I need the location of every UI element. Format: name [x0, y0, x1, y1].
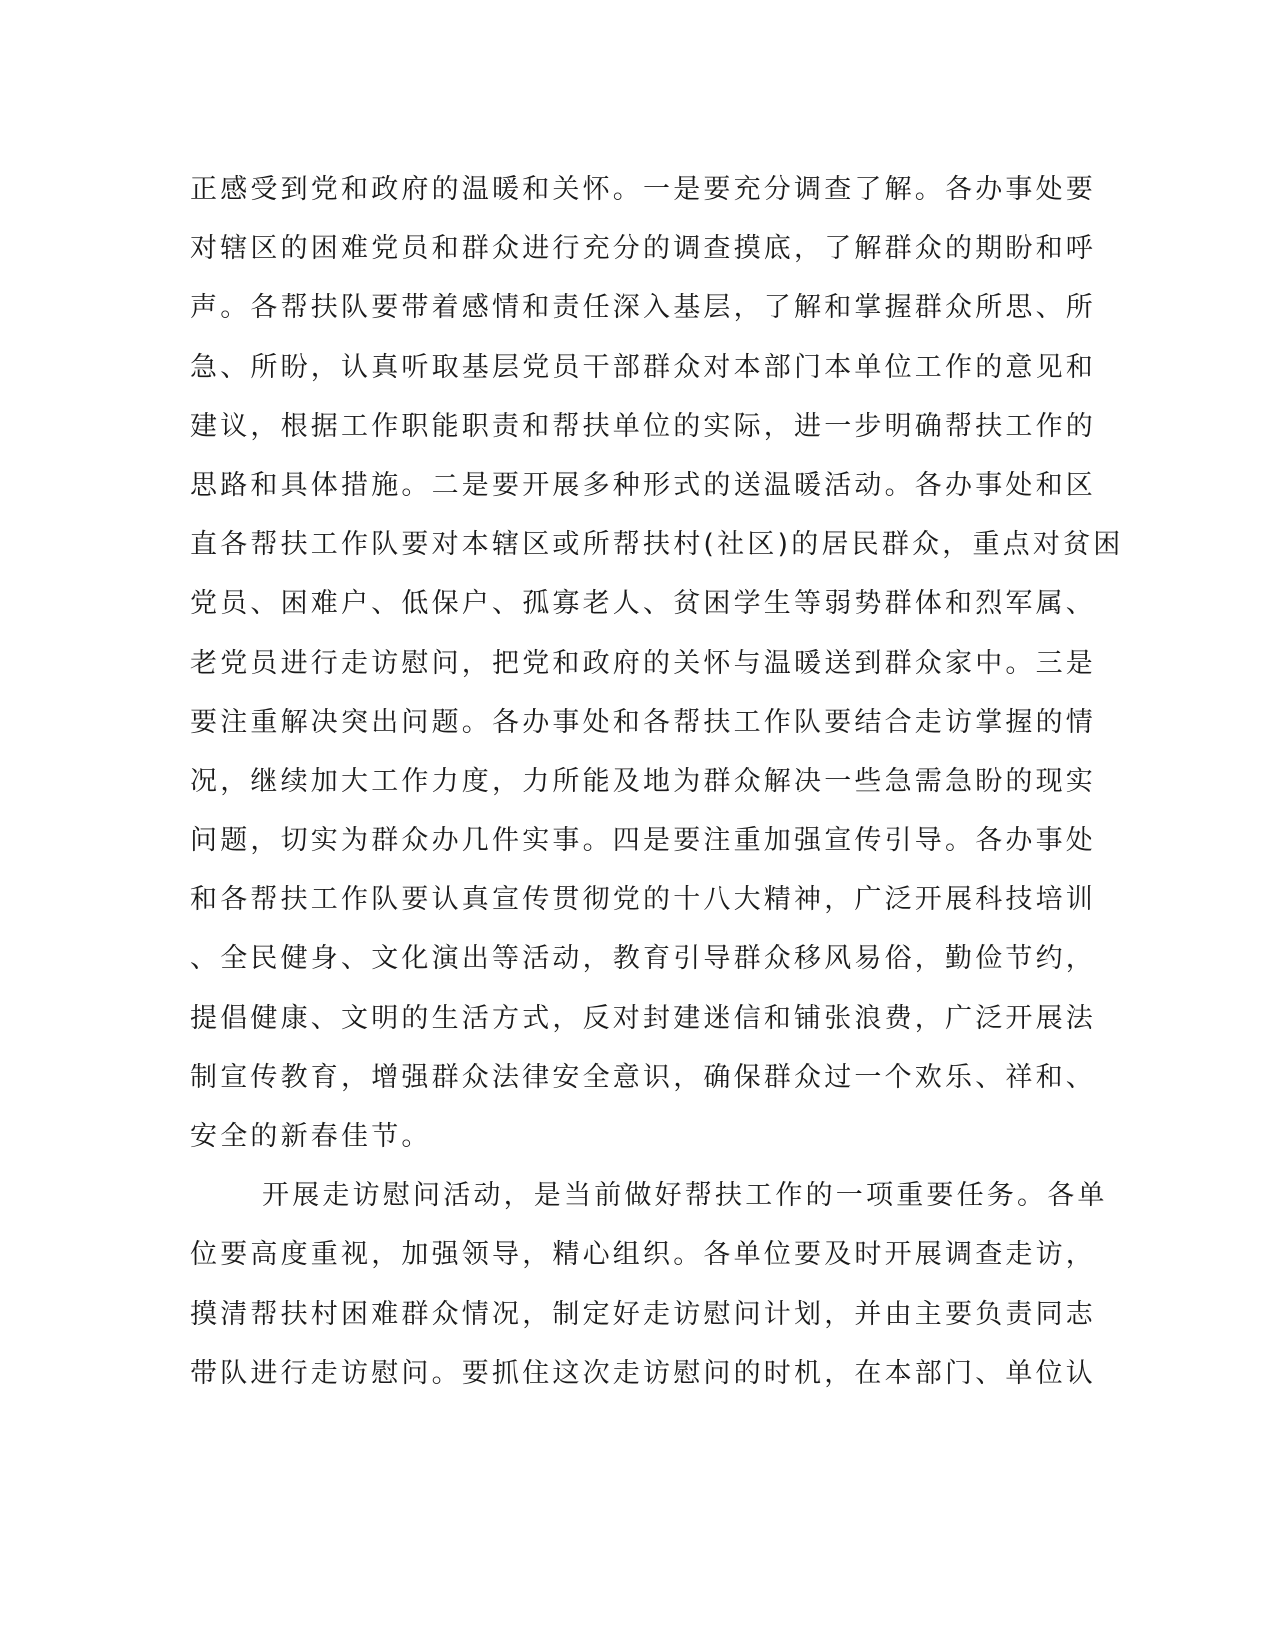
text-line: 正感受到党和政府的温暖和关怀。一是要充分调查了解。各办事处要: [190, 174, 1096, 205]
text-line: 提倡健康、文明的生活方式，反对封建迷信和铺张浪费，广泛开展法: [190, 1002, 1096, 1034]
text-line: 安全的新春佳节。: [190, 1121, 432, 1152]
text-line: 党员、困难户、低保户、孤寡老人、贫困学生等弱势群体和烈军属、: [190, 588, 1096, 620]
text-line: 和各帮扶工作队要认真宣传贯彻党的十八大精神，广泛开展科技培训: [190, 884, 1096, 916]
text-line: 、全民健身、文化演出等活动，教育引导群众移风易俗，勤俭节约，: [190, 943, 1096, 975]
text-line: 况，继续加大工作力度，力所能及地为群众解决一些急需急盼的现实: [190, 765, 1096, 797]
text-line: 思路和具体措施。二是要开展多种形式的送温暖活动。各办事处和区: [190, 469, 1096, 501]
text-line: 建议，根据工作职能职责和帮扶单位的实际，进一步明确帮扶工作的: [190, 410, 1096, 442]
text-line: 位要高度重视，加强领导，精心组织。各单位要及时开展调查走访，: [190, 1239, 1096, 1271]
text-line: 摸清帮扶村困难群众情况，制定好走访慰问计划，并由主要负责同志: [190, 1298, 1096, 1330]
paragraph-start-line: 开展走访慰问活动，是当前做好帮扶工作的一项重要任务。各单: [262, 1180, 1108, 1212]
text-line: 对辖区的困难党员和群众进行充分的调查摸底，了解群众的期盼和呼: [190, 233, 1096, 265]
text-line: 问题，切实为群众办几件实事。四是要注重加强宣传引导。各办事处: [190, 825, 1096, 857]
text-line: 声。各帮扶队要带着感情和责任深入基层，了解和掌握群众所思、所: [190, 292, 1096, 324]
body-text: [190, 160, 1124, 1403]
text-line: 要注重解决突出问题。各办事处和各帮扶工作队要结合走访掌握的情: [190, 706, 1096, 738]
text-line: 直各帮扶工作队要对本辖区或所帮扶村(社区)的居民群众，重点对贫困: [190, 529, 1124, 561]
text-line: 带队进行走访慰问。要抓住这次走访慰问的时机，在本部门、单位认: [190, 1357, 1096, 1389]
text-line: 急、所盼，认真听取基层党员干部群众对本部门本单位工作的意见和: [190, 351, 1096, 383]
text-line: 老党员进行走访慰问，把党和政府的关怀与温暖送到群众家中。三是: [190, 647, 1096, 679]
text-line: 制宣传教育，增强群众法律安全意识，确保群众过一个欢乐、祥和、: [190, 1061, 1096, 1093]
